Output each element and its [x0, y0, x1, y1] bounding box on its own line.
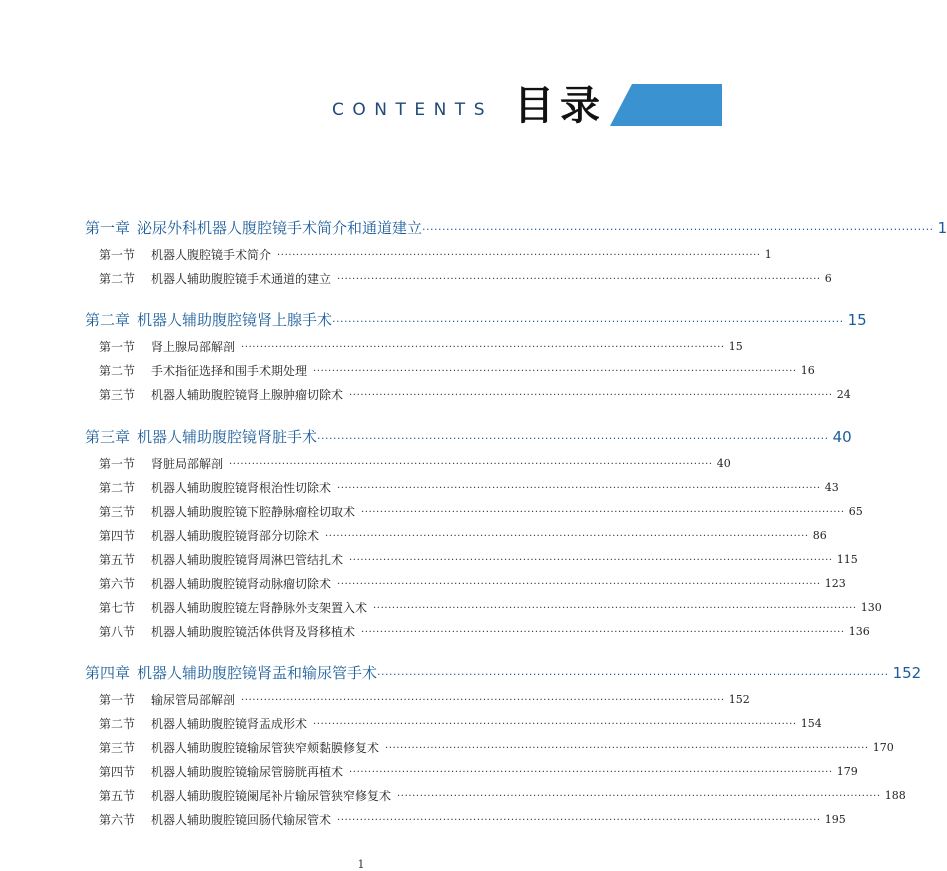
section-title: 机器人辅助腹腔镜肾根治性切除术 [151, 481, 332, 495]
dot-leader: ································································································································ [349, 390, 833, 401]
section-page: 152 [728, 693, 750, 706]
dot-leader: ································································································································ [422, 223, 934, 236]
section-number: 第三节 [99, 741, 136, 755]
section-title: 机器人腹腔镜手术简介 [151, 248, 272, 262]
section-page: 6 [824, 272, 832, 285]
chapter-page: 40 [832, 428, 852, 446]
chapter-page: 15 [847, 311, 867, 329]
chapter-title: 机器人辅助腹腔镜肾脏手术 [137, 428, 318, 446]
dot-leader: ································································································································ [313, 719, 797, 730]
chapter-title: 泌尿外科机器人腹腔镜手术简介和通道建立 [137, 219, 423, 237]
toc-section[interactable] [99, 763, 858, 781]
toc-section[interactable] [99, 479, 839, 497]
section-title: 肾上腺局部解剖 [151, 340, 236, 354]
section-number: 第六节 [99, 813, 136, 827]
section-number: 第二节 [99, 272, 136, 286]
chapter-page: 1 [937, 219, 947, 237]
contents-heading-latin: CONTENTS [332, 100, 493, 120]
section-page: 1 [764, 248, 772, 261]
toc-section[interactable] [99, 527, 827, 545]
dot-leader: ································································································································ [332, 315, 844, 328]
toc-section[interactable] [99, 811, 846, 829]
contents-heading-title: 目录 [514, 83, 606, 129]
section-page: 86 [812, 529, 827, 542]
section-number: 第一节 [99, 340, 136, 354]
section-number: 第三节 [99, 505, 136, 519]
toc-section[interactable] [99, 455, 731, 473]
section-page: 123 [824, 577, 846, 590]
toc-section[interactable] [99, 623, 870, 641]
section-title: 机器人辅助腹腔镜肾上腺肿瘤切除术 [151, 388, 344, 402]
section-title: 机器人辅助腹腔镜肾周淋巴管结扎术 [151, 553, 344, 567]
section-page: 195 [824, 813, 846, 826]
section-page: 154 [800, 717, 822, 730]
section-page: 188 [884, 789, 906, 802]
section-page: 15 [728, 340, 743, 353]
section-title: 机器人辅助腹腔镜肾盂成形术 [151, 717, 308, 731]
section-title: 机器人辅助腹腔镜下腔静脉瘤栓切取术 [151, 505, 356, 519]
section-page: 130 [860, 601, 882, 614]
toc-chapter-3[interactable] [85, 426, 852, 448]
chapter-number: 第四章 [85, 664, 131, 682]
toc-section[interactable] [99, 386, 851, 404]
dot-leader: ································································································································ [337, 579, 821, 590]
section-page: 40 [716, 457, 731, 470]
dot-leader: ································································································································ [241, 342, 725, 353]
dot-leader: ································································································································ [361, 507, 845, 518]
dot-leader: ································································································································ [229, 459, 713, 470]
section-page: 24 [836, 388, 851, 401]
section-page: 136 [848, 625, 870, 638]
section-number: 第二节 [99, 481, 136, 495]
section-number: 第二节 [99, 364, 136, 378]
dot-leader: ································································································································ [337, 274, 821, 285]
contents-header [0, 0, 722, 140]
section-page: 43 [824, 481, 839, 494]
dot-leader: ································································································································ [377, 668, 889, 681]
section-title: 手术指征选择和围手术期处理 [151, 364, 308, 378]
section-title: 输尿管局部解剖 [151, 693, 236, 707]
dot-leader: ································································································································ [349, 555, 833, 566]
chapter-page: 152 [892, 664, 922, 682]
chapter-number: 第一章 [85, 219, 131, 237]
chapter-number: 第二章 [85, 311, 131, 329]
section-page: 16 [800, 364, 815, 377]
section-title: 机器人辅助腹腔镜肾动脉瘤切除术 [151, 577, 332, 591]
toc-section[interactable] [99, 575, 846, 593]
toc-section[interactable] [99, 787, 906, 805]
dot-leader: ································································································································ [373, 603, 857, 614]
section-title: 机器人辅助腹腔镜输尿管膀胱再植术 [151, 765, 344, 779]
section-number: 第六节 [99, 577, 136, 591]
toc-section[interactable] [99, 362, 815, 380]
section-title: 机器人辅助腹腔镜输尿管狭窄颊黏膜修复术 [151, 741, 380, 755]
header-accent-bar [610, 84, 722, 126]
dot-leader: ································································································································ [317, 432, 829, 445]
section-page: 179 [836, 765, 858, 778]
section-number: 第四节 [99, 765, 136, 779]
toc-section[interactable] [99, 503, 863, 521]
section-number: 第一节 [99, 693, 136, 707]
section-title: 肾脏局部解剖 [151, 457, 224, 471]
dot-leader: ································································································································ [325, 531, 809, 542]
toc-section[interactable] [99, 270, 832, 288]
section-title: 机器人辅助腹腔镜左肾静脉外支架置入术 [151, 601, 368, 615]
section-number: 第三节 [99, 388, 136, 402]
section-number: 第七节 [99, 601, 136, 615]
section-number: 第二节 [99, 717, 136, 731]
section-page: 65 [848, 505, 863, 518]
section-number: 第一节 [99, 457, 136, 471]
toc-section[interactable] [99, 246, 772, 264]
section-title: 机器人辅助腹腔镜阑尾补片输尿管狭窄修复术 [151, 789, 392, 803]
dot-leader: ································································································································ [361, 627, 845, 638]
section-title: 机器人辅助腹腔镜活体供肾及肾移植术 [151, 625, 356, 639]
dot-leader: ································································································································ [385, 743, 869, 754]
dot-leader: ································································································································ [337, 815, 821, 826]
dot-leader: ································································································································ [397, 791, 881, 802]
section-number: 第五节 [99, 789, 136, 803]
section-title: 机器人辅助腹腔镜肾部分切除术 [151, 529, 320, 543]
section-number: 第五节 [99, 553, 136, 567]
toc-chapter-4[interactable] [85, 662, 922, 684]
section-number: 第一节 [99, 248, 136, 262]
dot-leader: ································································································································ [313, 366, 797, 377]
toc-chapter-1[interactable] [85, 217, 947, 239]
toc-chapter-2[interactable] [85, 309, 867, 331]
dot-leader: ································································································································ [337, 483, 821, 494]
section-title: 机器人辅助腹腔镜回肠代输尿管术 [151, 813, 332, 827]
toc-section[interactable] [99, 338, 743, 356]
section-page: 115 [836, 553, 858, 566]
toc-section[interactable] [99, 551, 858, 569]
toc-section[interactable] [99, 739, 894, 757]
section-page: 170 [872, 741, 894, 754]
page-number: 1 [357, 858, 365, 871]
chapter-number: 第三章 [85, 428, 131, 446]
section-number: 第四节 [99, 529, 136, 543]
dot-leader: ································································································································ [277, 250, 761, 261]
toc-section[interactable] [99, 599, 882, 617]
chapter-title: 机器人辅助腹腔镜肾上腺手术 [137, 311, 333, 329]
toc-section[interactable] [99, 691, 750, 709]
dot-leader: ································································································································ [241, 695, 725, 706]
toc-section[interactable] [99, 715, 822, 733]
section-title: 机器人辅助腹腔镜手术通道的建立 [151, 272, 332, 286]
dot-leader: ································································································································ [349, 767, 833, 778]
section-number: 第八节 [99, 625, 136, 639]
chapter-title: 机器人辅助腹腔镜肾盂和输尿管手术 [137, 664, 378, 682]
